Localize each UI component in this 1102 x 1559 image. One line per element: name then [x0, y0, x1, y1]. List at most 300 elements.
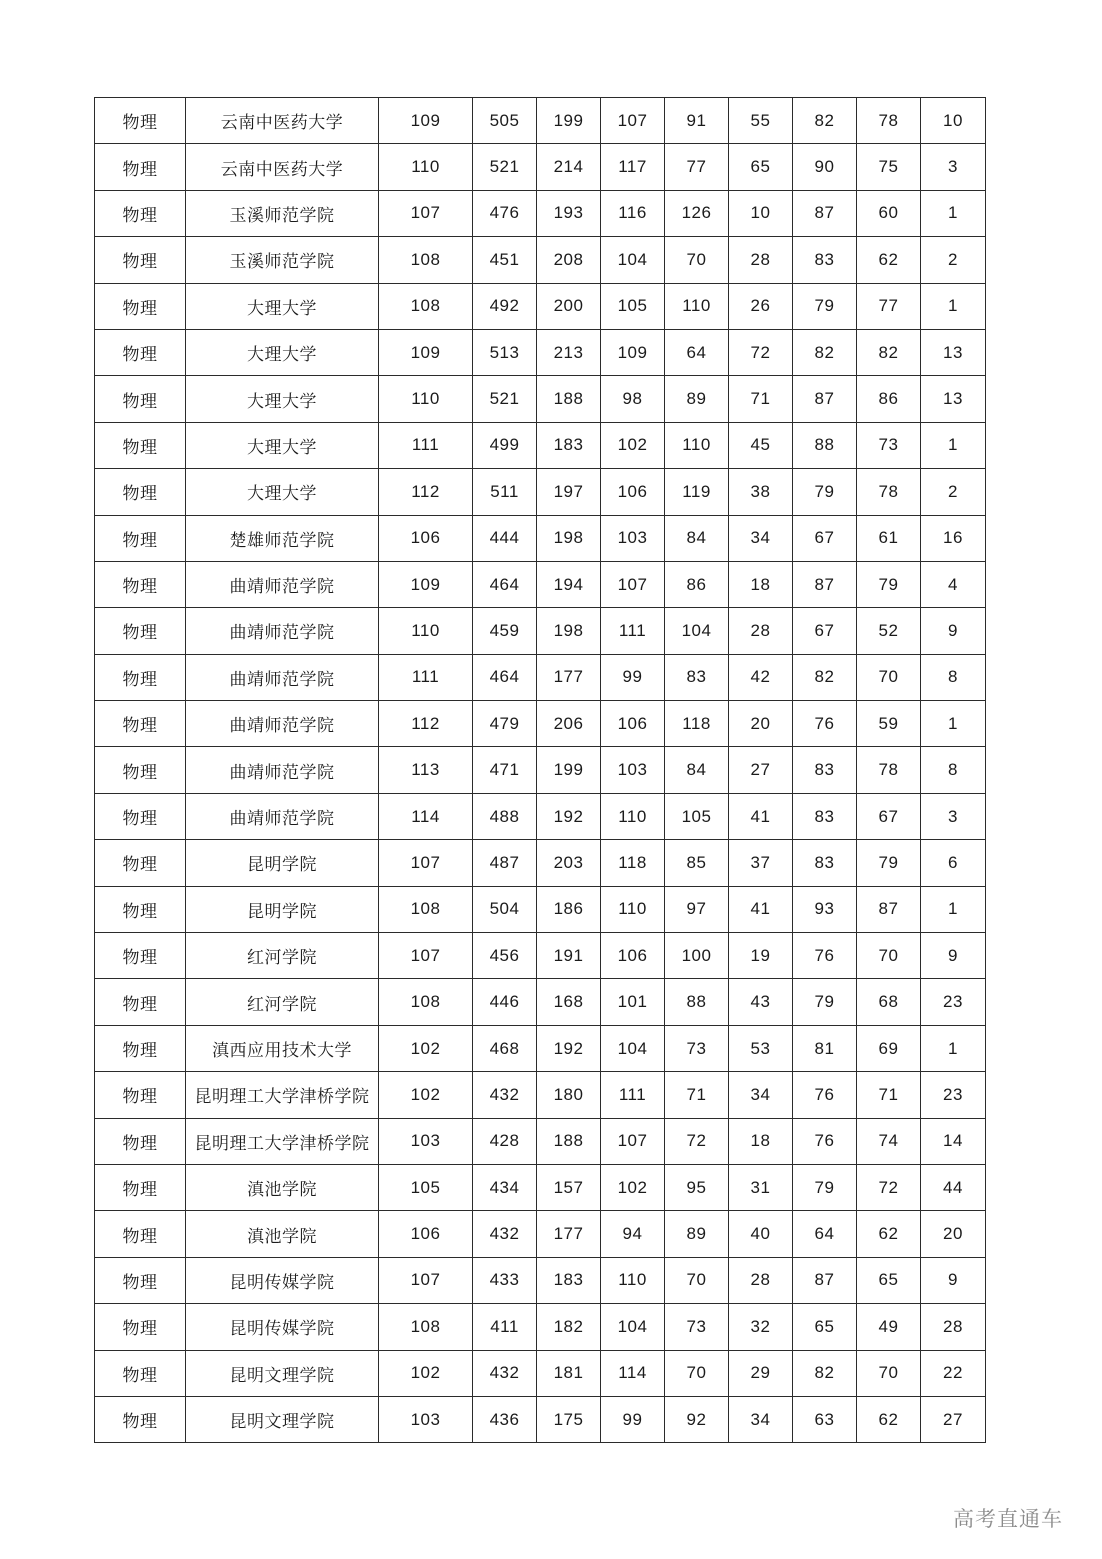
cell-value: 108 [379, 979, 473, 1025]
cell-value: 511 [473, 469, 537, 515]
cell-value: 61 [857, 515, 921, 561]
cell-value: 105 [665, 793, 729, 839]
table-row [95, 608, 986, 654]
cell-value: 464 [473, 561, 537, 607]
cell-subject: 物理 [95, 376, 186, 422]
cell-value: 175 [537, 1396, 601, 1442]
table-row [95, 144, 986, 190]
cell-value: 78 [857, 98, 921, 144]
cell-value: 42 [729, 654, 793, 700]
cell-school-name: 大理大学 [186, 469, 379, 515]
cell-value: 180 [537, 1072, 601, 1118]
cell-school-name: 曲靖师范学院 [186, 747, 379, 793]
cell-subject: 物理 [95, 1025, 186, 1071]
cell-school-name: 红河学院 [186, 933, 379, 979]
cell-value: 72 [857, 1164, 921, 1210]
cell-value: 192 [537, 1025, 601, 1071]
cell-value: 64 [793, 1211, 857, 1257]
cell-value: 76 [793, 933, 857, 979]
cell-school-name: 红河学院 [186, 979, 379, 1025]
cell-value: 476 [473, 190, 537, 236]
cell-school-name: 昆明传媒学院 [186, 1257, 379, 1303]
cell-value: 43 [729, 979, 793, 1025]
cell-value: 468 [473, 1025, 537, 1071]
cell-value: 126 [665, 190, 729, 236]
cell-value: 183 [537, 422, 601, 468]
cell-value: 22 [921, 1350, 986, 1396]
cell-value: 102 [379, 1350, 473, 1396]
cell-school-name: 滇池学院 [186, 1164, 379, 1210]
cell-subject: 物理 [95, 701, 186, 747]
cell-value: 82 [793, 329, 857, 375]
cell-value: 82 [857, 329, 921, 375]
cell-value: 100 [665, 933, 729, 979]
cell-subject: 物理 [95, 747, 186, 793]
cell-value: 102 [601, 422, 665, 468]
cell-school-name: 曲靖师范学院 [186, 561, 379, 607]
cell-value: 79 [857, 561, 921, 607]
cell-value: 28 [729, 1257, 793, 1303]
cell-value: 513 [473, 329, 537, 375]
cell-value: 103 [601, 747, 665, 793]
cell-school-name: 曲靖师范学院 [186, 654, 379, 700]
cell-value: 71 [729, 376, 793, 422]
cell-value: 110 [601, 1257, 665, 1303]
cell-value: 182 [537, 1304, 601, 1350]
cell-value: 81 [793, 1025, 857, 1071]
cell-value: 3 [921, 793, 986, 839]
cell-value: 70 [857, 1350, 921, 1396]
cell-value: 45 [729, 422, 793, 468]
cell-value: 2 [921, 237, 986, 283]
cell-value: 208 [537, 237, 601, 283]
cell-subject: 物理 [95, 933, 186, 979]
cell-value: 83 [793, 237, 857, 283]
watermark-text: 高考直通车 [953, 1508, 1063, 1531]
table-row [95, 886, 986, 932]
cell-value: 31 [729, 1164, 793, 1210]
cell-value: 105 [379, 1164, 473, 1210]
cell-value: 65 [729, 144, 793, 190]
cell-value: 62 [857, 237, 921, 283]
cell-subject: 物理 [95, 1396, 186, 1442]
table-row [95, 793, 986, 839]
cell-value: 188 [537, 1118, 601, 1164]
cell-subject: 物理 [95, 1211, 186, 1257]
cell-value: 88 [665, 979, 729, 1025]
cell-value: 114 [379, 793, 473, 839]
cell-value: 82 [793, 1350, 857, 1396]
cell-value: 111 [379, 654, 473, 700]
cell-value: 9 [921, 1257, 986, 1303]
cell-value: 53 [729, 1025, 793, 1071]
cell-subject: 物理 [95, 1072, 186, 1118]
cell-value: 194 [537, 561, 601, 607]
cell-school-name: 滇西应用技术大学 [186, 1025, 379, 1071]
cell-value: 111 [379, 422, 473, 468]
table-row [95, 1164, 986, 1210]
cell-school-name: 大理大学 [186, 329, 379, 375]
cell-value: 108 [379, 237, 473, 283]
cell-subject: 物理 [95, 515, 186, 561]
cell-school-name: 玉溪师范学院 [186, 237, 379, 283]
cell-value: 110 [665, 283, 729, 329]
cell-value: 104 [601, 1304, 665, 1350]
cell-school-name: 昆明文理学院 [186, 1350, 379, 1396]
cell-value: 107 [601, 98, 665, 144]
cell-value: 107 [601, 1118, 665, 1164]
cell-school-name: 曲靖师范学院 [186, 701, 379, 747]
cell-value: 94 [601, 1211, 665, 1257]
cell-value: 65 [793, 1304, 857, 1350]
cell-value: 444 [473, 515, 537, 561]
cell-value: 84 [665, 515, 729, 561]
cell-value: 193 [537, 190, 601, 236]
cell-value: 37 [729, 840, 793, 886]
admission-score-table [94, 97, 986, 1443]
cell-value: 433 [473, 1257, 537, 1303]
cell-value: 76 [793, 701, 857, 747]
cell-value: 111 [601, 608, 665, 654]
cell-value: 112 [379, 469, 473, 515]
cell-value: 1 [921, 886, 986, 932]
cell-subject: 物理 [95, 793, 186, 839]
cell-school-name: 昆明理工大学津桥学院 [186, 1072, 379, 1118]
cell-value: 67 [857, 793, 921, 839]
cell-value: 92 [665, 1396, 729, 1442]
cell-value: 114 [601, 1350, 665, 1396]
table-row [95, 1025, 986, 1071]
cell-value: 28 [729, 237, 793, 283]
cell-value: 117 [601, 144, 665, 190]
cell-subject: 物理 [95, 144, 186, 190]
cell-value: 487 [473, 840, 537, 886]
cell-value: 73 [665, 1025, 729, 1071]
cell-subject: 物理 [95, 840, 186, 886]
cell-value: 74 [857, 1118, 921, 1164]
cell-subject: 物理 [95, 1257, 186, 1303]
cell-value: 79 [857, 840, 921, 886]
table-row [95, 840, 986, 886]
cell-value: 85 [665, 840, 729, 886]
cell-value: 70 [665, 1257, 729, 1303]
cell-value: 20 [921, 1211, 986, 1257]
cell-value: 203 [537, 840, 601, 886]
cell-value: 65 [857, 1257, 921, 1303]
cell-value: 28 [921, 1304, 986, 1350]
cell-value: 87 [793, 1257, 857, 1303]
cell-value: 95 [665, 1164, 729, 1210]
cell-value: 106 [601, 933, 665, 979]
cell-value: 116 [601, 190, 665, 236]
cell-value: 110 [601, 886, 665, 932]
cell-value: 67 [793, 515, 857, 561]
cell-value: 177 [537, 1211, 601, 1257]
cell-value: 1 [921, 422, 986, 468]
cell-value: 1 [921, 190, 986, 236]
cell-value: 8 [921, 747, 986, 793]
cell-value: 109 [379, 561, 473, 607]
cell-value: 23 [921, 979, 986, 1025]
cell-school-name: 大理大学 [186, 283, 379, 329]
cell-value: 107 [379, 1257, 473, 1303]
cell-value: 110 [379, 144, 473, 190]
cell-value: 214 [537, 144, 601, 190]
cell-value: 34 [729, 1396, 793, 1442]
cell-value: 97 [665, 886, 729, 932]
cell-subject: 物理 [95, 1118, 186, 1164]
cell-value: 107 [601, 561, 665, 607]
cell-value: 87 [793, 376, 857, 422]
cell-value: 9 [921, 933, 986, 979]
cell-value: 89 [665, 376, 729, 422]
cell-value: 99 [601, 654, 665, 700]
cell-subject: 物理 [95, 886, 186, 932]
cell-subject: 物理 [95, 283, 186, 329]
cell-value: 113 [379, 747, 473, 793]
cell-value: 108 [379, 1304, 473, 1350]
cell-school-name: 云南中医药大学 [186, 98, 379, 144]
cell-value: 109 [601, 329, 665, 375]
table-row [95, 933, 986, 979]
cell-subject: 物理 [95, 608, 186, 654]
cell-subject: 物理 [95, 190, 186, 236]
cell-value: 73 [857, 422, 921, 468]
cell-value: 183 [537, 1257, 601, 1303]
cell-value: 87 [857, 886, 921, 932]
cell-value: 110 [379, 376, 473, 422]
cell-value: 72 [729, 329, 793, 375]
table-row [95, 1072, 986, 1118]
cell-value: 102 [601, 1164, 665, 1210]
cell-value: 106 [379, 1211, 473, 1257]
cell-value: 103 [379, 1118, 473, 1164]
cell-value: 521 [473, 144, 537, 190]
cell-value: 9 [921, 608, 986, 654]
cell-value: 107 [379, 190, 473, 236]
cell-value: 118 [601, 840, 665, 886]
cell-value: 77 [665, 144, 729, 190]
table-row [95, 283, 986, 329]
cell-value: 27 [921, 1396, 986, 1442]
cell-value: 79 [793, 283, 857, 329]
cell-value: 62 [857, 1211, 921, 1257]
cell-subject: 物理 [95, 469, 186, 515]
cell-value: 27 [729, 747, 793, 793]
cell-subject: 物理 [95, 329, 186, 375]
cell-value: 471 [473, 747, 537, 793]
cell-value: 104 [601, 237, 665, 283]
cell-value: 87 [793, 190, 857, 236]
cell-value: 60 [857, 190, 921, 236]
cell-value: 1 [921, 283, 986, 329]
cell-value: 73 [665, 1304, 729, 1350]
table-row [95, 1304, 986, 1350]
cell-value: 55 [729, 98, 793, 144]
cell-value: 84 [665, 747, 729, 793]
cell-subject: 物理 [95, 1304, 186, 1350]
cell-school-name: 云南中医药大学 [186, 144, 379, 190]
cell-value: 93 [793, 886, 857, 932]
table-row [95, 1257, 986, 1303]
cell-value: 198 [537, 608, 601, 654]
cell-school-name: 曲靖师范学院 [186, 608, 379, 654]
cell-value: 79 [793, 979, 857, 1025]
table-body [95, 98, 986, 1443]
cell-value: 106 [601, 469, 665, 515]
cell-school-name: 玉溪师范学院 [186, 190, 379, 236]
cell-value: 191 [537, 933, 601, 979]
table-row [95, 190, 986, 236]
cell-value: 83 [665, 654, 729, 700]
cell-value: 3 [921, 144, 986, 190]
cell-value: 168 [537, 979, 601, 1025]
cell-value: 479 [473, 701, 537, 747]
cell-value: 199 [537, 98, 601, 144]
table-row [95, 469, 986, 515]
cell-value: 464 [473, 654, 537, 700]
cell-value: 34 [729, 515, 793, 561]
cell-value: 91 [665, 98, 729, 144]
table-row [95, 1396, 986, 1442]
cell-value: 62 [857, 1396, 921, 1442]
cell-value: 87 [793, 561, 857, 607]
table-row [95, 654, 986, 700]
table-row [95, 701, 986, 747]
cell-value: 13 [921, 376, 986, 422]
cell-value: 8 [921, 654, 986, 700]
cell-value: 34 [729, 1072, 793, 1118]
cell-value: 459 [473, 608, 537, 654]
cell-school-name: 大理大学 [186, 422, 379, 468]
cell-value: 44 [921, 1164, 986, 1210]
cell-school-name: 大理大学 [186, 376, 379, 422]
cell-value: 40 [729, 1211, 793, 1257]
cell-value: 67 [793, 608, 857, 654]
cell-value: 446 [473, 979, 537, 1025]
cell-value: 63 [793, 1396, 857, 1442]
cell-value: 69 [857, 1025, 921, 1071]
cell-value: 10 [921, 98, 986, 144]
cell-value: 186 [537, 886, 601, 932]
cell-value: 103 [601, 515, 665, 561]
cell-subject: 物理 [95, 654, 186, 700]
cell-value: 79 [793, 1164, 857, 1210]
cell-value: 41 [729, 886, 793, 932]
cell-value: 108 [379, 283, 473, 329]
cell-value: 71 [665, 1072, 729, 1118]
cell-value: 82 [793, 654, 857, 700]
cell-value: 108 [379, 886, 473, 932]
cell-value: 28 [729, 608, 793, 654]
cell-value: 102 [379, 1025, 473, 1071]
cell-value: 198 [537, 515, 601, 561]
cell-value: 23 [921, 1072, 986, 1118]
cell-school-name: 楚雄师范学院 [186, 515, 379, 561]
cell-value: 436 [473, 1396, 537, 1442]
cell-value: 86 [665, 561, 729, 607]
cell-subject: 物理 [95, 237, 186, 283]
cell-value: 1 [921, 701, 986, 747]
cell-value: 89 [665, 1211, 729, 1257]
cell-value: 71 [857, 1072, 921, 1118]
table-row [95, 329, 986, 375]
cell-value: 456 [473, 933, 537, 979]
cell-value: 75 [857, 144, 921, 190]
cell-value: 38 [729, 469, 793, 515]
cell-value: 82 [793, 98, 857, 144]
cell-value: 77 [857, 283, 921, 329]
cell-value: 499 [473, 422, 537, 468]
table-row [95, 979, 986, 1025]
cell-school-name: 昆明学院 [186, 840, 379, 886]
cell-value: 434 [473, 1164, 537, 1210]
table-row [95, 237, 986, 283]
cell-subject: 物理 [95, 561, 186, 607]
cell-value: 76 [793, 1118, 857, 1164]
table-row [95, 98, 986, 144]
cell-value: 19 [729, 933, 793, 979]
cell-value: 14 [921, 1118, 986, 1164]
cell-value: 101 [601, 979, 665, 1025]
cell-value: 111 [601, 1072, 665, 1118]
cell-value: 90 [793, 144, 857, 190]
cell-school-name: 昆明文理学院 [186, 1396, 379, 1442]
cell-value: 99 [601, 1396, 665, 1442]
cell-school-name: 昆明学院 [186, 886, 379, 932]
cell-value: 521 [473, 376, 537, 422]
cell-value: 2 [921, 469, 986, 515]
cell-value: 79 [793, 469, 857, 515]
table-row [95, 1350, 986, 1396]
cell-value: 103 [379, 1396, 473, 1442]
cell-value: 86 [857, 376, 921, 422]
cell-value: 432 [473, 1211, 537, 1257]
cell-school-name: 昆明理工大学津桥学院 [186, 1118, 379, 1164]
cell-value: 52 [857, 608, 921, 654]
cell-value: 83 [793, 747, 857, 793]
cell-value: 83 [793, 840, 857, 886]
cell-value: 68 [857, 979, 921, 1025]
cell-value: 107 [379, 840, 473, 886]
cell-value: 64 [665, 329, 729, 375]
cell-value: 110 [601, 793, 665, 839]
cell-value: 49 [857, 1304, 921, 1350]
cell-value: 177 [537, 654, 601, 700]
cell-value: 104 [665, 608, 729, 654]
cell-value: 76 [793, 1072, 857, 1118]
cell-value: 59 [857, 701, 921, 747]
cell-value: 432 [473, 1350, 537, 1396]
cell-value: 451 [473, 237, 537, 283]
cell-value: 110 [379, 608, 473, 654]
cell-value: 492 [473, 283, 537, 329]
cell-value: 1 [921, 1025, 986, 1071]
cell-value: 411 [473, 1304, 537, 1350]
cell-value: 206 [537, 701, 601, 747]
cell-value: 26 [729, 283, 793, 329]
cell-value: 118 [665, 701, 729, 747]
cell-value: 199 [537, 747, 601, 793]
table-row [95, 376, 986, 422]
cell-value: 78 [857, 747, 921, 793]
cell-value: 70 [665, 237, 729, 283]
cell-value: 157 [537, 1164, 601, 1210]
cell-value: 70 [665, 1350, 729, 1396]
cell-school-name: 昆明传媒学院 [186, 1304, 379, 1350]
cell-value: 106 [379, 515, 473, 561]
cell-value: 18 [729, 561, 793, 607]
